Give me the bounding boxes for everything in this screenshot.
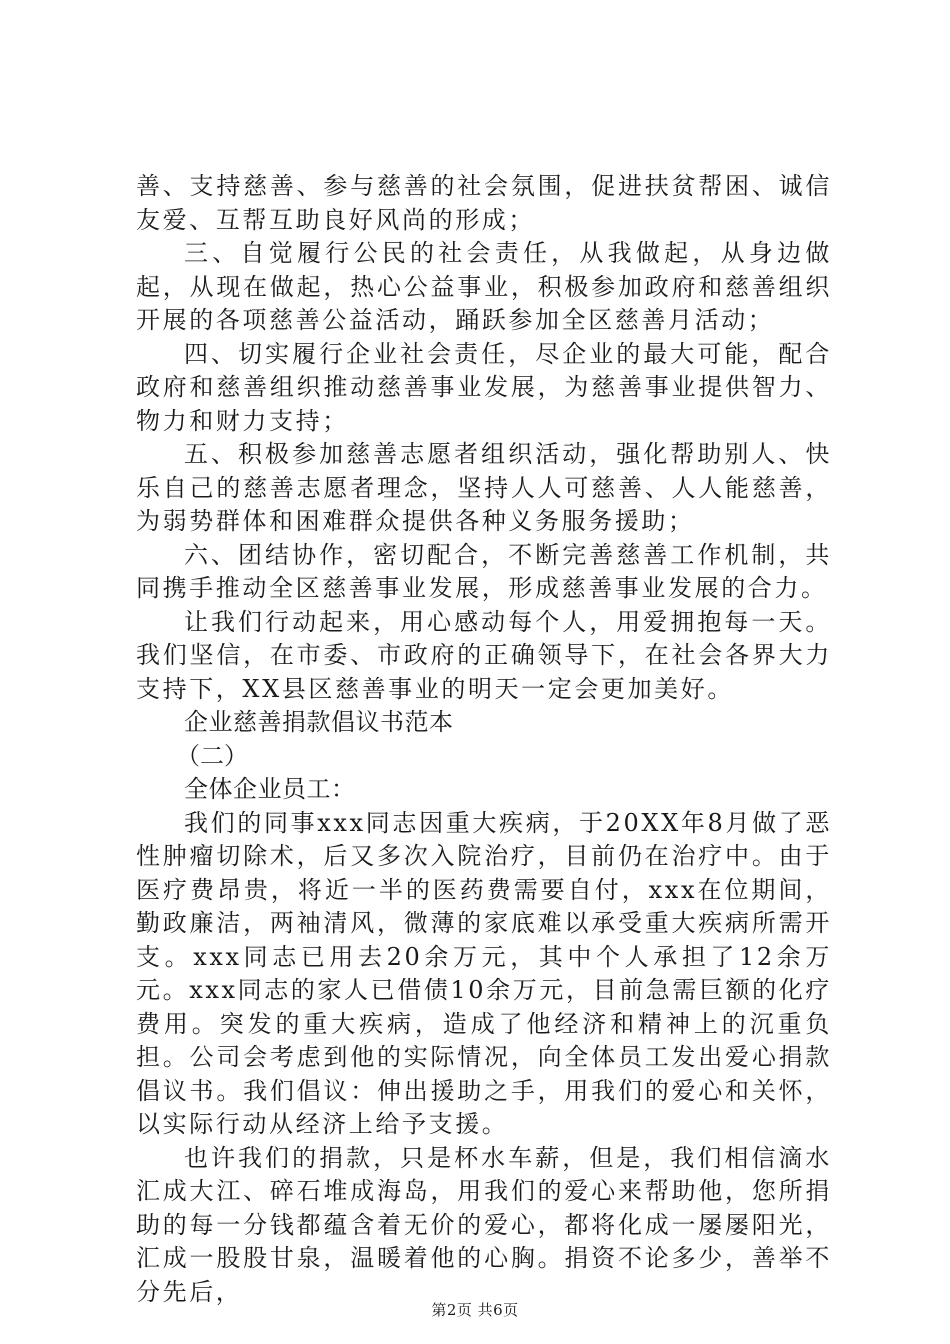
paragraph-item-five: 五、积极参加慈善志愿者组织活动，强化帮助别人、快乐自己的慈善志愿者理念，坚持人人可慈善、人人能慈善，为弱势群体和困难群众提供各种义务服务援助；: [136, 440, 832, 535]
document-body: [136, 170, 832, 1309]
document-subtitle: （二）: [176, 741, 248, 770]
paragraph-continued: 善、支持慈善、参与慈善的社会氛围，促进扶贫帮困、诚信友爱、互帮互助良好风尚的形成；: [136, 172, 832, 234]
salutation: 全体企业员工：: [184, 775, 356, 803]
paragraph-closing: 让我们行动起来，用心感动每个人，用爱拥抱每一天。我们坚信，在市委、市政府的正确领导下，在社会各界大力支持下，XX县区慈善事业的明天一定会更加美好。: [136, 607, 832, 703]
page-footer: 第2页 共6页: [431, 1301, 519, 1319]
body-paragraph: 我们的同事xxx同志因重大疾病，于20XX年8月做了恶性肿瘤切除术，后又多次入院治疗，目前仍在治疗中。由于医疗费昂贵，将近一半的医药费需要自付，xxx在位期间，勤政廉洁，两袖清风，微薄的家底难以承受重大疾病所需开支。xxx同志已用去20余万元，其中个人承担了12余万元。xxx同志的家人已借债10余万元，目前急需巨额的化疗费用。突发的重大疾病，造成了他经济和精神上的沉重负担。公司会考虑到他的实际情况，向全体员工发出爱心捐款倡议书。我们倡议：伸出援助之手，用我们的爱心和关怀，以实际行动从经济上给予支援。: [136, 808, 832, 1138]
paragraph-item-six: 六、团结协作，密切配合，不断完善慈善工作机制，共同携手推动全区慈善事业发展，形成慈善事业发展的合力。: [136, 540, 832, 602]
paragraph-item-four: 四、切实履行企业社会责任，尽企业的最大可能，配合政府和慈善组织推动慈善事业发展，为慈善事业提供智力、物力和财力支持；: [136, 339, 832, 435]
document-title: 企业慈善捐款倡议书范本: [184, 708, 454, 736]
paragraph-item-three: 三、自觉履行公民的社会责任，从我做起，从身边做起，从现在做起，热心公益事业，积极参加政府和慈善组织开展的各项慈善公益活动，踊跃参加全区慈善月活动；: [136, 239, 832, 334]
body-paragraph: 也许我们的捐款，只是杯水车薪，但是，我们相信滴水汇成大江、碎石堆成海岛，用我们的爱心来帮助他，您所捐助的每一分钱都蕴含着无价的爱心，都将化成一屡屡阳光，汇成一股股甘泉，温暖着他的心胸。捐资不论多少，善举不分先后，: [136, 1143, 832, 1306]
